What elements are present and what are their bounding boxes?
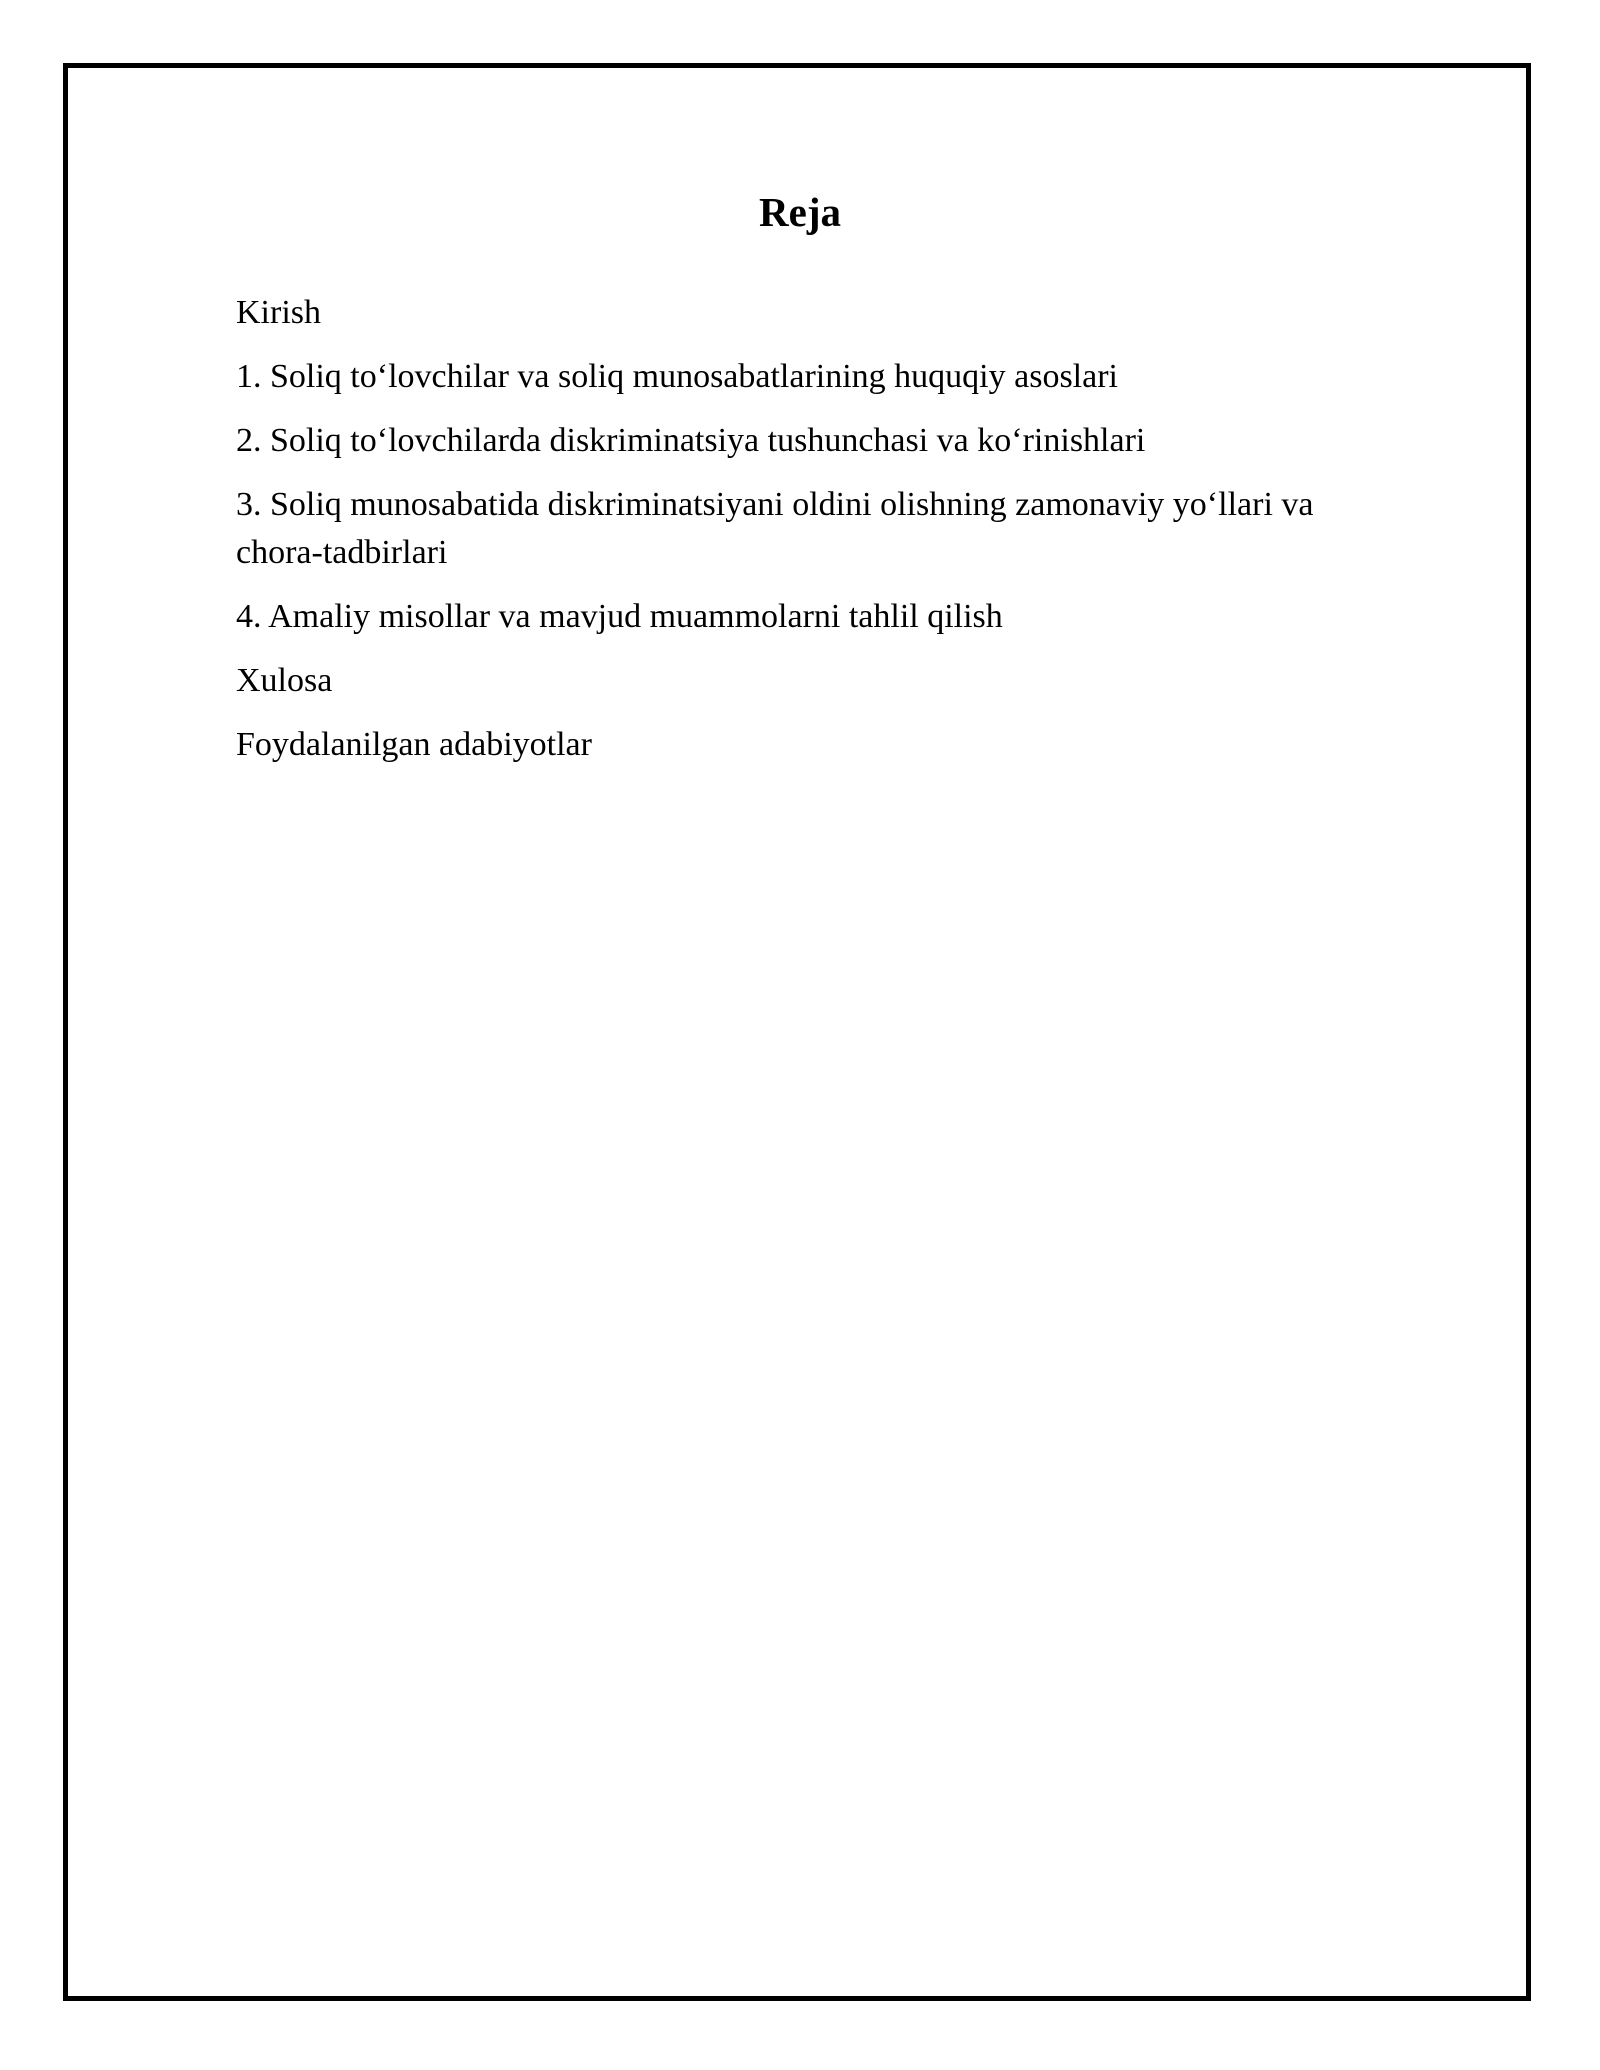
plan-item-conclusion: Xulosa <box>236 662 333 699</box>
plan-item-intro: Kirish <box>236 294 321 331</box>
plan-item-2: 2. Soliq to‘lovchilarda diskriminatsiya tushunchasi va ko‘rinishlari <box>236 422 1146 459</box>
plan-item-references: Foydalanilgan adabiyotlar <box>236 726 592 763</box>
page-title: Reja <box>759 189 841 235</box>
plan-item-3: 3. Soliq munosabatida diskriminatsiyani oldini olishning zamonaviy yo‘llari va chora-tadbirlari <box>236 486 1314 571</box>
plan-item-1: 1. Soliq to‘lovchilar va soliq munosabatlarining huquqiy asoslari <box>236 358 1118 395</box>
plan-item-4: 4. Amaliy misollar va mavjud muammolarni tahlil qilish <box>236 598 1003 635</box>
